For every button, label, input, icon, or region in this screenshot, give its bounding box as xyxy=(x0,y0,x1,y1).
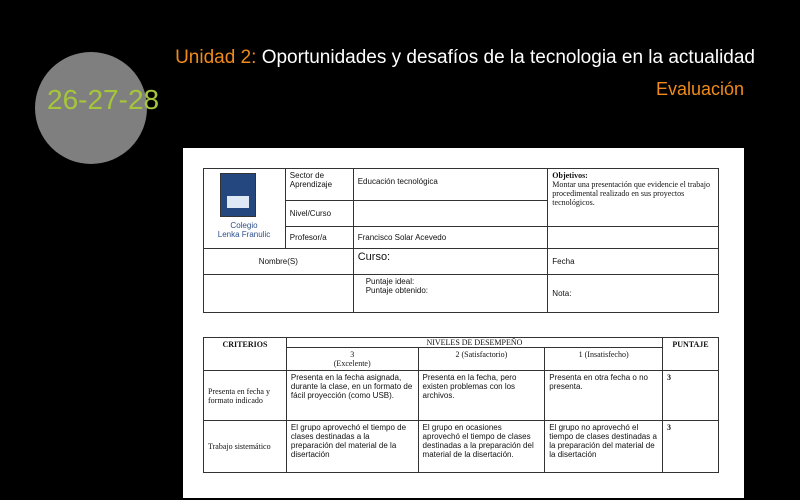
level3-cell: Presenta en la fecha asignada, durante la clase, en un formato de fácil proyección (como USB). xyxy=(286,371,418,421)
puntaje-header: PUNTAJE xyxy=(663,338,719,371)
criterio-cell: Presenta en fecha y formato indicado xyxy=(204,371,287,421)
level1-cell: Presenta en otra fecha o no presenta. xyxy=(545,371,663,421)
level1-cell: El grupo no aprovechó el tiempo de clases destinadas a la preparación del material de la disertación xyxy=(545,421,663,473)
nivel-value xyxy=(353,201,548,227)
profesor-value: Francisco Solar Acevedo xyxy=(353,227,548,249)
criterios-header: CRITERIOS xyxy=(204,338,287,371)
criterio-cell: Trabajo sistemático xyxy=(204,421,287,473)
slide-subtitle: Evaluación xyxy=(655,79,744,99)
puntaje-cell: Puntaje ideal: Puntaje obtenido: xyxy=(353,275,548,313)
rubric-table xyxy=(203,337,719,473)
curso-label: Curso: xyxy=(353,249,548,275)
puntaje-cell: 3 xyxy=(663,421,719,473)
slide-number: 26-27-28 xyxy=(47,84,160,115)
nivel-label: Nivel/Curso xyxy=(285,201,353,227)
title-main: Oportunidades y desafíos de la tecnologia en la actualidad xyxy=(261,47,755,68)
school-logo xyxy=(220,173,256,217)
evaluation-document xyxy=(183,148,744,498)
niveles-header: NIVELES DE DESEMPEÑO xyxy=(286,338,662,348)
level2-cell: El grupo en ocasiones aprovechó el tiempo de clases destinadas a la preparación del material de la disertación. xyxy=(418,421,545,473)
level1-header: 1 (Insatisfecho) xyxy=(545,348,663,371)
sector-label: Sector de Aprendizaje xyxy=(285,169,353,201)
puntaje-cell: 3 xyxy=(663,371,719,421)
nombres-label: Nombre(S) xyxy=(204,249,354,275)
nombres-value xyxy=(204,275,354,313)
level3-header: 3 (Excelente) xyxy=(286,348,418,371)
objetivos-cell: Objetivos: Montar una presentación que evidencie el trabajo procedimental realizado en sus proyectos tecnológicos. xyxy=(548,169,719,227)
logo-text: Colegio Lenka Franulic xyxy=(217,221,271,239)
slide-title xyxy=(175,47,755,69)
header-table xyxy=(203,168,719,313)
nota-label: Nota: xyxy=(548,275,719,313)
level2-cell: Presenta en la fecha, pero existen problemas con los archivos. xyxy=(418,371,545,421)
fecha-label: Fecha xyxy=(548,249,719,275)
title-prefix: Unidad 2: xyxy=(175,47,257,68)
logo-cell xyxy=(204,169,286,249)
empty-cell xyxy=(548,227,719,249)
level2-header: 2 (Satisfactorio) xyxy=(418,348,545,371)
profesor-label: Profesor/a xyxy=(285,227,353,249)
sector-value: Educación tecnológica xyxy=(353,169,548,201)
level3-cell: El grupo aprovechó el tiempo de clases destinadas a la preparación del material de la disertación xyxy=(286,421,418,473)
